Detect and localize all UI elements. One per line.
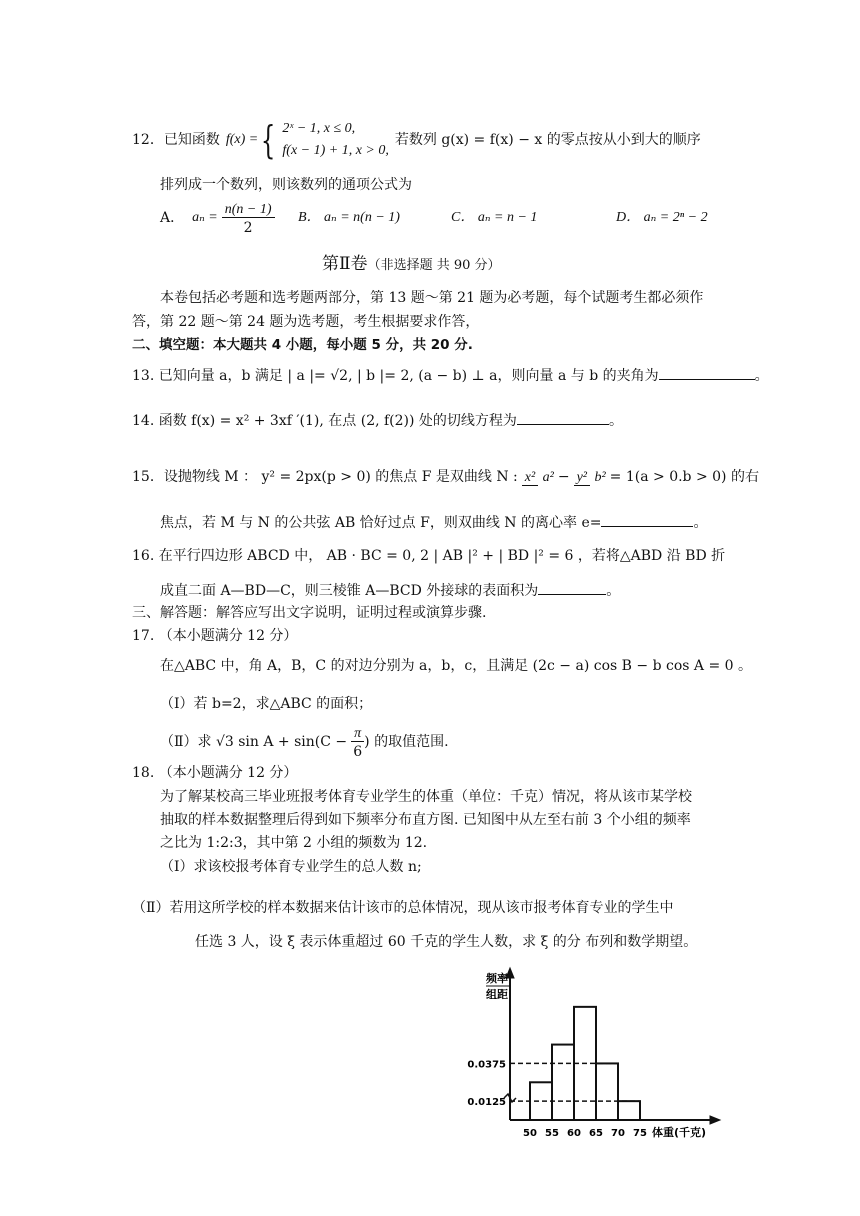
q15-fraction-y: y² b²	[574, 468, 606, 487]
q12-options	[160, 196, 708, 240]
answer-blank	[517, 410, 609, 425]
q15-line2: 焦点，若 M 与 N 的公共弦 AB 恰好过点 F，则双曲线 N 的离心率 e= 。	[160, 512, 707, 533]
y-label-top: 频率	[486, 972, 508, 985]
section2-intro-1: 本卷包括必考题和选考题两部分，第 13 题～第 21 题为必考题，每个试题考生都必须作	[160, 290, 704, 306]
q17-stem: 在△ABC 中，角 A，B，C 的对边分别为 a，b，c，且满足 (2c − a) cos B − b cos A = 0 。	[160, 658, 752, 674]
histogram-bar-65-70	[596, 1063, 618, 1120]
q17-number: 17. （本小题满分 12 分）	[132, 628, 298, 644]
q12-line1	[132, 115, 701, 165]
q18-part1: （I）求该校报考体育专业学生的总人数 n;	[160, 859, 422, 875]
q12-fx: f(x) =	[225, 132, 259, 147]
fill-in-heading: 二、填空题：本大题共 4 小题，每小题 5 分，共 20 分.	[132, 337, 473, 353]
x-tick-65: 65	[589, 1128, 603, 1139]
brace-symbol: {	[261, 118, 276, 162]
q12-line2: 排列成一个数列，则该数列的通项公式为	[160, 177, 412, 193]
x-tick-75: 75	[633, 1128, 647, 1139]
q18-part2-line2: 任选 3 人，设 ξ 表示体重超过 60 千克的学生人数，求 ξ 的分 布列和数学期望。	[195, 934, 698, 950]
q12-piecewise	[282, 118, 388, 162]
q15-fraction-x: x² a²	[522, 468, 554, 487]
solve-heading: 三、解答题：解答应写出文字说明，证明过程或演算步骤.	[132, 605, 487, 621]
q12-tail: 若数列 g(x) = f(x) − x 的零点按从小到大的顺序	[394, 132, 701, 148]
q15-line1: 15．设抛物线 M ： y² = 2px(p > 0) 的焦点 F 是双曲线 N : x² a² − y² b² = 1(a > 0.b > 0) 的右	[132, 469, 759, 485]
q12-option-a-fraction: $\frac{n(n - 1)}{2}$	[222, 200, 275, 237]
q18-line2: 抽取的样本数据整理后得到如下频率分布直方图. 已知图中从左至右前 3 个小组的频率	[160, 812, 691, 828]
histogram-bar-50-55	[530, 1082, 552, 1120]
y-tick-0.0375: 0.0375	[467, 1059, 506, 1071]
section2-header	[322, 254, 501, 276]
section2-title: 第Ⅱ卷	[322, 254, 368, 274]
y-label-bottom: 组距	[486, 988, 508, 1001]
y-tick-labels	[467, 1059, 506, 1108]
q17-fraction-pi: $\frac{\pi}{6}$	[351, 724, 364, 761]
q16-line2: 成直二面 A—BD—C，则三棱锥 A—BCD 外接球的表面积为 。	[160, 580, 620, 601]
q12-option-d: D． aₙ = 2ⁿ − 2	[616, 210, 708, 225]
answer-blank	[538, 580, 606, 595]
q13: 13. 已知向量 a，b 满足 | a |= √2, | b |= 2, (a − b) ⊥ a，则向量 a 与 b 的夹角为 。	[132, 365, 769, 386]
q17-part1: （I）若 b=2，求△ABC 的面积；	[160, 696, 373, 712]
q18-part2-line1: （Ⅱ）若用这所学校的样本数据来估计该市的总体情况，现从该市报考体育专业的学生中	[132, 900, 674, 916]
x-tick-60: 60	[567, 1128, 581, 1139]
x-tick-labels	[523, 1128, 647, 1139]
q12-case2: f(x − 1) + 1, x > 0,	[282, 143, 389, 158]
q17-part2: （Ⅱ）求 √3 sin A + sin(C − $\frac{\pi}{6}$ ) 的取值范围.	[160, 725, 449, 760]
section2-subtitle: （非选择题 共 90 分）	[367, 258, 501, 273]
x-axis-arrow	[710, 1116, 720, 1124]
q16-line1: 16. 在平行四边形 ABCD 中， AB · BC = 0, 2 | AB |² + | BD |² = 6 ，若将△ABD 沿 BD 折	[132, 548, 726, 564]
q12-option-c: C． aₙ = n − 1	[451, 210, 538, 225]
x-tick-55: 55	[545, 1128, 559, 1139]
x-tick-50: 50	[523, 1128, 537, 1139]
histogram-bar-70-75	[618, 1101, 640, 1120]
q14: 14. 函数 f(x) = x² + 3xf ′(1), 在点 (2, f(2)) 处的切线方程为 。	[132, 410, 623, 431]
q18-line1: 为了解某校高三毕业班报考体育专业学生的体重（单位：千克）情况，将从该市某学校	[160, 789, 692, 805]
answer-blank	[659, 365, 755, 380]
histogram-bar-55-60	[552, 1045, 574, 1120]
q12-case1: 2ˣ − 1, x ≤ 0,	[282, 121, 356, 136]
x-tick-70: 70	[611, 1128, 625, 1139]
answer-blank	[601, 512, 693, 527]
q12-option-a: A． aₙ = $\frac{n(n - 1)}{2}$	[160, 200, 298, 237]
section2-intro-2: 答，第 22 题～第 24 题为选考题，考生根据要求作答，	[132, 314, 480, 330]
y-tick-0.0125: 0.0125	[467, 1097, 506, 1109]
x-axis-label: 体重(千克)	[652, 1126, 707, 1139]
q18-number: 18. （本小题满分 12 分）	[132, 765, 298, 781]
q12-option-b: B． aₙ = n(n − 1)	[298, 210, 400, 225]
q12-number: 12．	[132, 132, 164, 148]
q12-lead: 已知函数	[163, 132, 220, 148]
q18-line3: 之比为 1:2:3，其中第 2 小组的频数为 12.	[160, 835, 428, 851]
frequency-histogram	[460, 966, 730, 1146]
